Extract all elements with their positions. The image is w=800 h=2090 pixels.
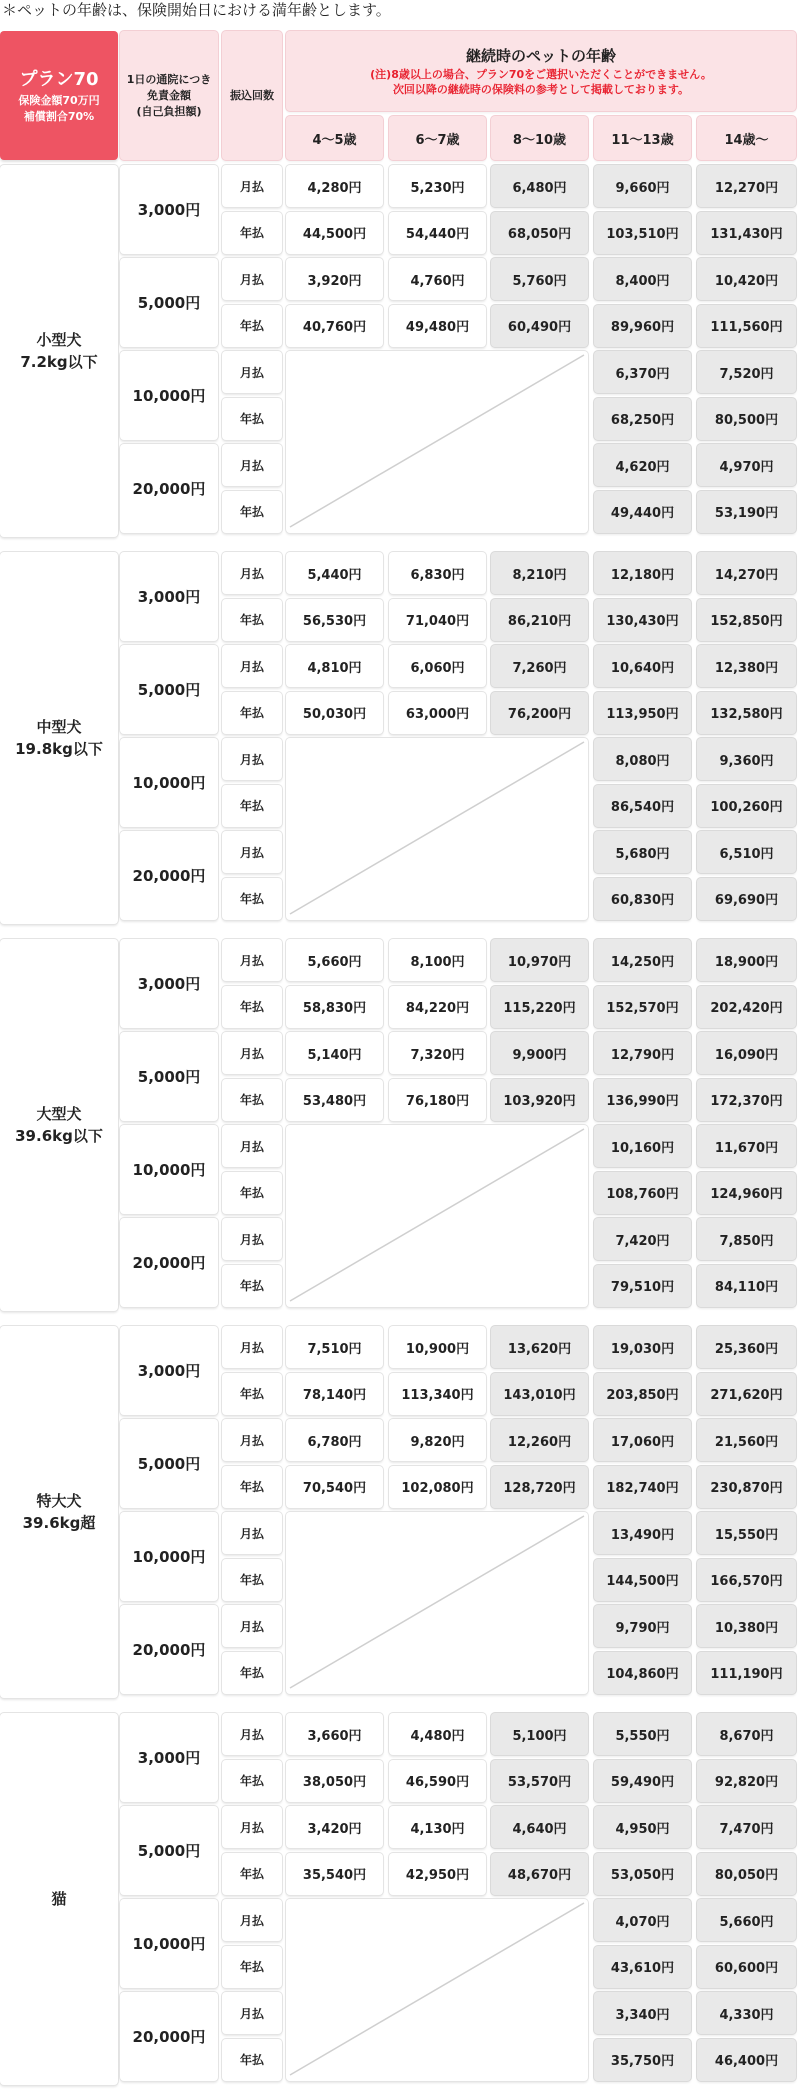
pet-group-name: 39.6kg超: [22, 1514, 96, 1532]
pet-group-name: 7.2kg以下: [20, 353, 98, 371]
premium-value: 50,030円: [286, 692, 383, 734]
premium-value: 9,820円: [389, 1419, 486, 1461]
not-applicable-area: [286, 738, 588, 920]
deductible-header-line: (自己負担額): [136, 104, 202, 118]
age-note: ＊ペットの年齢は、保険開始日における満年齢とします。: [2, 1, 391, 19]
premium-value: 7,850円: [697, 1218, 796, 1260]
premium-value: 16,090円: [697, 1032, 796, 1074]
payment-frequency: 月払: [222, 831, 282, 873]
premium-value: 144,500円: [594, 1559, 691, 1601]
pet-group-name: 大型犬: [36, 1105, 82, 1123]
premium-value: 100,260円: [697, 785, 796, 827]
payment-frequency: 月払: [222, 1218, 282, 1260]
payment-frequency: 年払: [222, 1373, 282, 1415]
premium-value: 6,510円: [697, 831, 796, 873]
deductible-label: 3,000円: [120, 1713, 218, 1802]
premium-value: 21,560円: [697, 1419, 796, 1461]
pet-group-label: [0, 1713, 118, 2085]
payment-frequency: 月払: [222, 1326, 282, 1368]
payment-frequency: 年払: [222, 785, 282, 827]
premium-value: 60,830円: [594, 878, 691, 920]
premium-value: 124,960円: [697, 1172, 796, 1214]
deductible-header: [120, 31, 218, 160]
premium-value: 10,420円: [697, 258, 796, 300]
premium-value: 13,490円: [594, 1512, 691, 1554]
premium-value: 14,270円: [697, 552, 796, 594]
payment-frequency: 月払: [222, 1032, 282, 1074]
premium-value: 202,420円: [697, 986, 796, 1028]
premium-value: 103,510円: [594, 212, 691, 254]
payment-frequency: 年払: [222, 1265, 282, 1307]
premium-value: 143,010円: [491, 1373, 588, 1415]
premium-value: 4,070円: [594, 1899, 691, 1941]
payment-frequency: 年払: [222, 1559, 282, 1601]
premium-value: 53,050円: [594, 1853, 691, 1895]
premium-value: 53,480円: [286, 1079, 383, 1121]
deductible-label: 5,000円: [120, 645, 218, 734]
premium-value: 111,560円: [697, 305, 796, 347]
deductible-label: 10,000円: [120, 351, 218, 440]
premium-value: 49,440円: [594, 491, 691, 533]
pet-group-label: [0, 1326, 118, 1698]
age-column-header: 4〜5歳: [286, 116, 383, 160]
premium-value: 49,480円: [389, 305, 486, 347]
deductible-label: 10,000円: [120, 1512, 218, 1601]
plan-badge: [0, 31, 118, 160]
not-applicable-area: [286, 351, 588, 533]
premium-value: 4,480円: [389, 1713, 486, 1755]
premium-value: 111,190円: [697, 1652, 796, 1694]
age-header: [286, 31, 796, 111]
premium-value: 10,160円: [594, 1125, 691, 1167]
not-applicable-diagonal: [286, 1899, 588, 2081]
payment-frequency: 月払: [222, 1992, 282, 2034]
premium-value: 60,490円: [491, 305, 588, 347]
premium-value: 12,180円: [594, 552, 691, 594]
payment-frequency: 月払: [222, 351, 282, 393]
deductible-label: 5,000円: [120, 258, 218, 347]
premium-value: 92,820円: [697, 1760, 796, 1802]
premium-value: 230,870円: [697, 1466, 796, 1508]
premium-value: 80,050円: [697, 1853, 796, 1895]
premium-value: 69,690円: [697, 878, 796, 920]
premium-value: 6,480円: [491, 165, 588, 207]
premium-value: 7,260円: [491, 645, 588, 687]
not-applicable-diagonal: [286, 351, 588, 533]
premium-value: 132,580円: [697, 692, 796, 734]
premium-value: 54,440円: [389, 212, 486, 254]
pet-group-name: 小型犬: [36, 331, 82, 349]
premium-value: 7,320円: [389, 1032, 486, 1074]
premium-value: 104,860円: [594, 1652, 691, 1694]
pet-group-label: [0, 165, 118, 537]
premium-value: 113,340円: [389, 1373, 486, 1415]
premium-value: 17,060円: [594, 1419, 691, 1461]
premium-value: 80,500円: [697, 398, 796, 440]
age-header-note: 次回以降の継続時の保険料の参考として掲載しております。: [392, 83, 690, 96]
premium-value: 113,950円: [594, 692, 691, 734]
premium-value: 7,520円: [697, 351, 796, 393]
premium-value: 5,760円: [491, 258, 588, 300]
payment-frequency: 月払: [222, 165, 282, 207]
deductible-label: 10,000円: [120, 738, 218, 827]
payment-frequency: 月払: [222, 1713, 282, 1755]
deductible-label: 3,000円: [120, 165, 218, 254]
premium-value: 84,110円: [697, 1265, 796, 1307]
premium-value: 11,670円: [697, 1125, 796, 1167]
deductible-label: 5,000円: [120, 1419, 218, 1508]
premium-value: 70,540円: [286, 1466, 383, 1508]
premium-value: 5,680円: [594, 831, 691, 873]
not-applicable-diagonal: [286, 738, 588, 920]
payment-frequency: 年払: [222, 878, 282, 920]
premium-value: 76,180円: [389, 1079, 486, 1121]
premium-value: 3,920円: [286, 258, 383, 300]
premium-value: 19,030円: [594, 1326, 691, 1368]
not-applicable-diagonal: [286, 1125, 588, 1307]
plan-subtitle: 補償割合70%: [23, 109, 95, 123]
premium-value: 108,760円: [594, 1172, 691, 1214]
payment-frequency: 年払: [222, 305, 282, 347]
premium-value: 46,400円: [697, 2039, 796, 2081]
payment-frequency: 年払: [222, 1853, 282, 1895]
premium-value: 4,130円: [389, 1806, 486, 1848]
premium-value: 25,360円: [697, 1326, 796, 1368]
premium-value: 3,340円: [594, 1992, 691, 2034]
premium-value: 10,900円: [389, 1326, 486, 1368]
not-applicable-area: [286, 1512, 588, 1694]
deductible-label: 20,000円: [120, 1218, 218, 1307]
premium-value: 4,970円: [697, 444, 796, 486]
premium-value: 46,590円: [389, 1760, 486, 1802]
premium-value: 86,540円: [594, 785, 691, 827]
premium-value: 166,570円: [697, 1559, 796, 1601]
payment-frequency: 月払: [222, 1125, 282, 1167]
payment-frequency: 年払: [222, 1760, 282, 1802]
pet-group-name: 猫: [51, 1890, 67, 1908]
payment-frequency: 年払: [222, 986, 282, 1028]
deductible-label: 3,000円: [120, 939, 218, 1028]
payment-frequency: 月払: [222, 552, 282, 594]
premium-value: 5,660円: [697, 1899, 796, 1941]
premium-value: 84,220円: [389, 986, 486, 1028]
deductible-label: 5,000円: [120, 1032, 218, 1121]
premium-value: 9,790円: [594, 1605, 691, 1647]
premium-value: 71,040円: [389, 599, 486, 641]
frequency-header-label: 振込回数: [230, 88, 274, 102]
premium-value: 10,380円: [697, 1605, 796, 1647]
premium-value: 53,570円: [491, 1760, 588, 1802]
payment-frequency: 年払: [222, 1652, 282, 1694]
payment-frequency: 月払: [222, 444, 282, 486]
age-column-header: 6〜7歳: [389, 116, 486, 160]
premium-value: 10,970円: [491, 939, 588, 981]
deductible-header-line: 1日の通院につき: [126, 72, 212, 86]
pet-group-label: [0, 939, 118, 1311]
pet-group-name: 特大犬: [36, 1492, 82, 1510]
age-column-header: 14歳〜: [697, 116, 796, 160]
payment-frequency: 年払: [222, 398, 282, 440]
payment-frequency: 年払: [222, 1466, 282, 1508]
premium-value: 5,440円: [286, 552, 383, 594]
premium-value: 43,610円: [594, 1946, 691, 1988]
premium-value: 6,370円: [594, 351, 691, 393]
payment-frequency: 月払: [222, 1806, 282, 1848]
premium-value: 3,420円: [286, 1806, 383, 1848]
premium-value: 131,430円: [697, 212, 796, 254]
premium-value: 136,990円: [594, 1079, 691, 1121]
premium-value: 4,620円: [594, 444, 691, 486]
age-header-note: (注)8歳以上の場合、プラン70をご選択いただくことができません。: [370, 68, 712, 81]
premium-value: 4,640円: [491, 1806, 588, 1848]
premium-value: 68,050円: [491, 212, 588, 254]
payment-frequency: 年払: [222, 692, 282, 734]
premium-value: 6,830円: [389, 552, 486, 594]
premium-value: 14,250円: [594, 939, 691, 981]
premium-value: 18,900円: [697, 939, 796, 981]
premium-value: 182,740円: [594, 1466, 691, 1508]
diagonal-line: [290, 355, 584, 527]
premium-value: 12,270円: [697, 165, 796, 207]
premium-value: 59,490円: [594, 1760, 691, 1802]
premium-value: 103,920円: [491, 1079, 588, 1121]
payment-frequency: 月払: [222, 738, 282, 780]
premium-value: 56,530円: [286, 599, 383, 641]
payment-frequency: 年払: [222, 2039, 282, 2081]
premium-value: 5,230円: [389, 165, 486, 207]
payment-frequency: 月払: [222, 1605, 282, 1647]
premium-value: 13,620円: [491, 1326, 588, 1368]
premium-value: 152,850円: [697, 599, 796, 641]
premium-value: 4,760円: [389, 258, 486, 300]
premium-value: 152,570円: [594, 986, 691, 1028]
diagonal-line: [290, 742, 584, 914]
payment-frequency: 年払: [222, 1172, 282, 1214]
premium-value: 76,200円: [491, 692, 588, 734]
age-header-title: 継続時のペットの年齢: [465, 47, 616, 65]
premium-value: 12,380円: [697, 645, 796, 687]
payment-frequency: 年払: [222, 599, 282, 641]
not-applicable-area: [286, 1899, 588, 2081]
premium-value: 86,210円: [491, 599, 588, 641]
plan-subtitle: 保険金額70万円: [18, 93, 100, 107]
pet-group-name: 中型犬: [36, 718, 82, 736]
payment-frequency: 月払: [222, 258, 282, 300]
premium-value: 35,540円: [286, 1853, 383, 1895]
premium-value: 35,750円: [594, 2039, 691, 2081]
premium-value: 5,660円: [286, 939, 383, 981]
premium-value: 79,510円: [594, 1265, 691, 1307]
premium-value: 9,660円: [594, 165, 691, 207]
deductible-label: 3,000円: [120, 552, 218, 641]
diagonal-line: [290, 1516, 584, 1688]
premium-value: 38,050円: [286, 1760, 383, 1802]
deductible-label: 20,000円: [120, 1992, 218, 2081]
premium-value: 44,500円: [286, 212, 383, 254]
premium-value: 8,100円: [389, 939, 486, 981]
premium-value: 60,600円: [697, 1946, 796, 1988]
not-applicable-diagonal: [286, 1512, 588, 1694]
premium-value: 8,400円: [594, 258, 691, 300]
premium-value: 8,080円: [594, 738, 691, 780]
premium-value: 40,760円: [286, 305, 383, 347]
deductible-label: 10,000円: [120, 1125, 218, 1214]
payment-frequency: 月払: [222, 939, 282, 981]
premium-value: 5,550円: [594, 1713, 691, 1755]
not-applicable-area: [286, 1125, 588, 1307]
premium-value: 78,140円: [286, 1373, 383, 1415]
premium-value: 7,420円: [594, 1218, 691, 1260]
premium-value: 5,140円: [286, 1032, 383, 1074]
deductible-label: 3,000円: [120, 1326, 218, 1415]
premium-value: 48,670円: [491, 1853, 588, 1895]
payment-frequency: 月払: [222, 1899, 282, 1941]
pet-group-name: 19.8kg以下: [15, 740, 103, 758]
premium-value: 8,210円: [491, 552, 588, 594]
premium-value: 8,670円: [697, 1713, 796, 1755]
pet-group-name: 39.6kg以下: [15, 1127, 103, 1145]
premium-value: 115,220円: [491, 986, 588, 1028]
premium-value: 102,080円: [389, 1466, 486, 1508]
premium-value: 58,830円: [286, 986, 383, 1028]
premium-value: 4,330円: [697, 1992, 796, 2034]
age-column-header: 11〜13歳: [594, 116, 691, 160]
payment-frequency: 月払: [222, 1512, 282, 1554]
payment-frequency: 年払: [222, 491, 282, 533]
premium-value: 12,260円: [491, 1419, 588, 1461]
age-column-header: 8〜10歳: [491, 116, 588, 160]
deductible-label: 20,000円: [120, 1605, 218, 1694]
deductible-label: 10,000円: [120, 1899, 218, 1988]
payment-frequency: 月払: [222, 1419, 282, 1461]
premium-value: 4,280円: [286, 165, 383, 207]
premium-value: 10,640円: [594, 645, 691, 687]
deductible-label: 5,000円: [120, 1806, 218, 1895]
premium-value: 12,790円: [594, 1032, 691, 1074]
pet-group-label: [0, 552, 118, 924]
premium-value: 3,660円: [286, 1713, 383, 1755]
premium-value: 9,360円: [697, 738, 796, 780]
premium-value: 7,510円: [286, 1326, 383, 1368]
premium-value: 172,370円: [697, 1079, 796, 1121]
premium-value: 68,250円: [594, 398, 691, 440]
premium-value: 203,850円: [594, 1373, 691, 1415]
premium-value: 63,000円: [389, 692, 486, 734]
premium-value: 89,960円: [594, 305, 691, 347]
premium-value: 4,950円: [594, 1806, 691, 1848]
payment-frequency: 年払: [222, 1079, 282, 1121]
premium-value: 271,620円: [697, 1373, 796, 1415]
premium-value: 130,430円: [594, 599, 691, 641]
payment-frequency: 年払: [222, 1946, 282, 1988]
diagonal-line: [290, 1129, 584, 1301]
deductible-header-line: 免責金額: [147, 88, 191, 102]
premium-value: 7,470円: [697, 1806, 796, 1848]
payment-frequency: 月払: [222, 645, 282, 687]
premium-value: 15,550円: [697, 1512, 796, 1554]
premium-value: 42,950円: [389, 1853, 486, 1895]
payment-frequency: 年払: [222, 212, 282, 254]
premium-value: 5,100円: [491, 1713, 588, 1755]
premium-value: 9,900円: [491, 1032, 588, 1074]
premium-value: 6,780円: [286, 1419, 383, 1461]
plan-title: プラン70: [19, 68, 99, 90]
premium-value: 53,190円: [697, 491, 796, 533]
premium-value: 128,720円: [491, 1466, 588, 1508]
deductible-label: 20,000円: [120, 831, 218, 920]
deductible-label: 20,000円: [120, 444, 218, 533]
premium-value: 4,810円: [286, 645, 383, 687]
diagonal-line: [290, 1903, 584, 2075]
premium-value: 6,060円: [389, 645, 486, 687]
frequency-header: [222, 31, 282, 160]
